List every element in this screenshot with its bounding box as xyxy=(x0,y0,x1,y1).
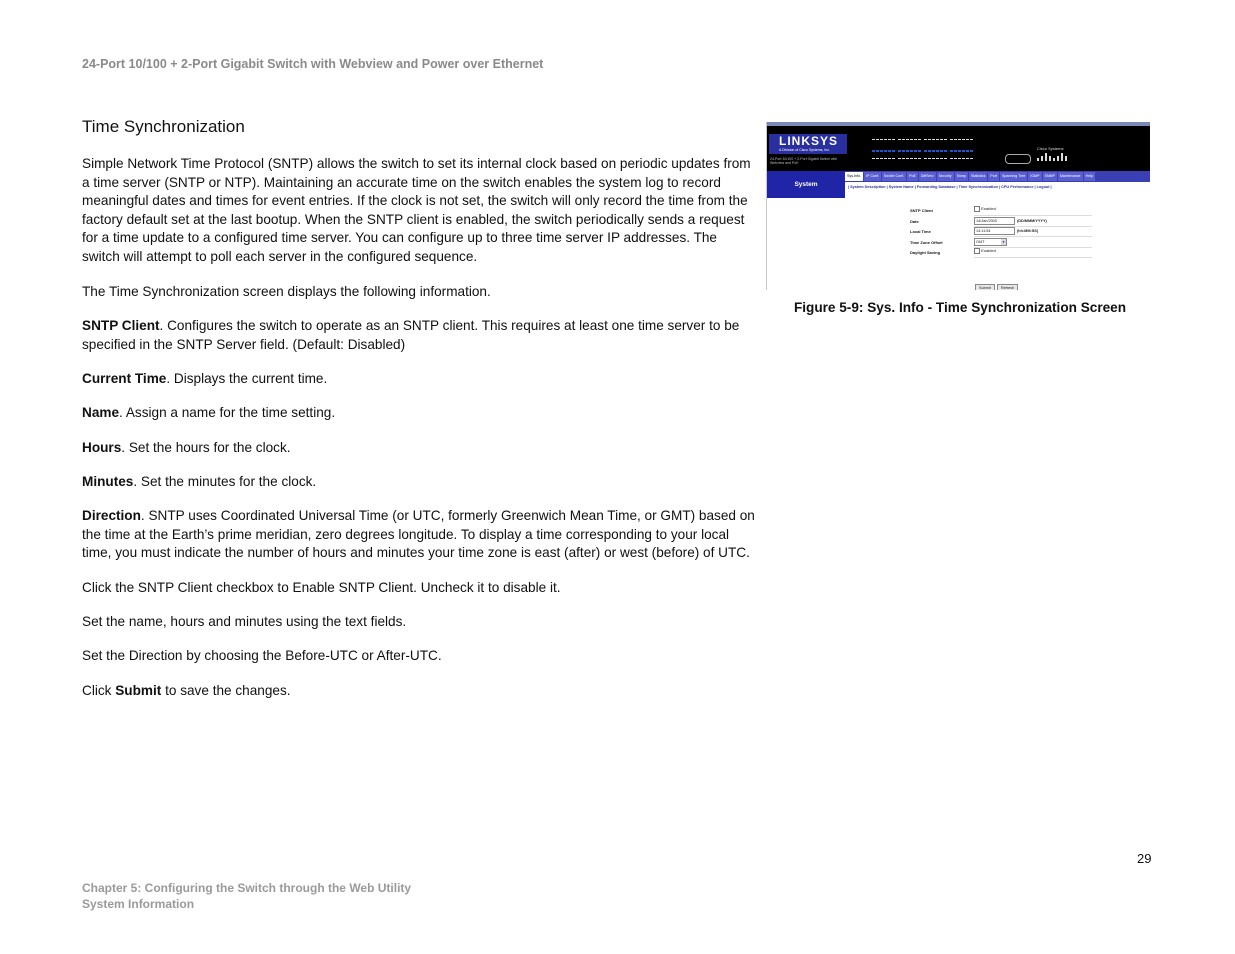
figure-tab[interactable]: Help xyxy=(1084,172,1095,181)
page-number: 29 xyxy=(1137,851,1152,866)
port-led-label xyxy=(872,158,875,159)
port-led xyxy=(892,150,895,152)
figure-banner xyxy=(767,122,1150,171)
sntp-client-term: SNTP Client xyxy=(82,318,160,333)
set-direction-paragraph: Set the Direction by choosing the Before-UTC or After-UTC. xyxy=(82,648,442,663)
intro-paragraph: Simple Network Time Protocol (SNTP) allows the switch to set its internal clock based on periodic updates from a time server (SNTP or NTP). Maintaining an accurate time on the switch enables the system log to record meaningful dates and times for event entries. If the clock is not set, the switch will only record the time from the factory default set at the last bootup. When the SNTP client is enabled, the switch periodically sends a request for a time update to a configured time server. You can configure up to three time server IP addresses. The switch will attempt to poll each server in the configured sequence. xyxy=(82,156,751,264)
figure-tab[interactable]: Maintenance xyxy=(1058,172,1083,181)
sntp-client-row xyxy=(910,206,1150,217)
local-time-row xyxy=(910,227,1150,238)
date-label: Date xyxy=(910,218,919,224)
linksys-logo: LINKSYS A Division of Cisco Systems, Inc. xyxy=(769,134,847,154)
footer-section: System Information xyxy=(82,897,195,911)
hours-paragraph xyxy=(82,439,758,458)
name-desc: . Assign a name for the time setting. xyxy=(119,405,336,420)
port-led-label xyxy=(924,139,927,140)
name-paragraph xyxy=(82,404,758,423)
current-time-term: Current Time xyxy=(82,371,167,386)
figure-tab-bar xyxy=(845,171,1150,182)
port-led xyxy=(914,150,917,152)
console-port-icon xyxy=(1005,154,1031,164)
port-led-label xyxy=(954,158,957,159)
port-led-label xyxy=(918,139,921,140)
direction-term: Direction xyxy=(82,508,141,523)
figure-tab[interactable]: PoE xyxy=(907,172,918,181)
port-led-label xyxy=(906,139,909,140)
port-led-label xyxy=(940,139,943,140)
sntp-client-checkbox[interactable] xyxy=(974,206,980,212)
click-sntp-paragraph: Click the SNTP Client checkbox to Enable SNTP Client. Uncheck it to disable it. xyxy=(82,580,561,595)
figure-tab[interactable]: IP Conf. xyxy=(864,172,881,181)
port-led-label xyxy=(910,139,913,140)
running-header: 24-Port 10/100 + 2-Port Gigabit Switch with Webview and Power over Ethernet xyxy=(82,57,544,71)
refresh-button[interactable]: Refresh xyxy=(997,284,1018,290)
port-led-label xyxy=(962,158,965,159)
figure-tab[interactable]: SNMP xyxy=(1043,172,1057,181)
local-time-label: Local Time xyxy=(910,229,931,235)
tz-offset-row xyxy=(910,238,1150,249)
port-led xyxy=(962,150,965,152)
port-led xyxy=(884,150,887,152)
port-led-label xyxy=(932,158,935,159)
port-led xyxy=(958,150,961,152)
port-led-label xyxy=(932,139,935,140)
date-format: (DD/MMM/YYYY) xyxy=(1017,218,1047,223)
minutes-paragraph xyxy=(82,473,758,492)
date-input[interactable]: 14/Jan/2000 xyxy=(974,217,1015,225)
tz-offset-label: Time Zone Offset xyxy=(910,239,943,245)
port-led xyxy=(928,150,931,152)
port-led-label xyxy=(876,139,879,140)
minutes-term: Minutes xyxy=(82,474,134,489)
cisco-logo: Cisco Systems xyxy=(1037,146,1064,151)
port-led-label xyxy=(954,139,957,140)
current-time-paragraph xyxy=(82,370,758,389)
daylight-saving-label: Daylight Saving xyxy=(910,250,941,256)
port-led xyxy=(940,150,943,152)
figure-tab[interactable]: Switch Conf. xyxy=(882,172,906,181)
port-led-label xyxy=(970,139,973,140)
figure-caption: Figure 5-9: Sys. Info - Time Synchronization Screen xyxy=(793,300,1127,315)
daylight-saving-row xyxy=(910,248,1150,259)
port-led xyxy=(944,150,947,152)
figure-tab[interactable]: Sys.Info. xyxy=(845,172,863,181)
port-led-label xyxy=(884,158,887,159)
port-led-label xyxy=(958,139,961,140)
port-led-label xyxy=(918,158,921,159)
figure-product-name: 24-Port 10/100 + 2-Port Gigabit Switch with Webview and PoE xyxy=(770,157,838,165)
port-led-label xyxy=(872,139,875,140)
figure-tab[interactable]: DiffServ xyxy=(919,172,936,181)
set-name-paragraph: Set the name, hours and minutes using the text fields. xyxy=(82,614,407,629)
figure-tab[interactable]: Security xyxy=(937,172,954,181)
port-led xyxy=(888,150,891,152)
dst-enabled-text: Enabled xyxy=(981,248,996,254)
port-led xyxy=(910,150,913,152)
figure-buttons xyxy=(975,276,1020,290)
port-led xyxy=(880,150,883,152)
port-led-label xyxy=(892,158,895,159)
sntp-client-desc: . Configures the switch to operate as an SNTP client. This requires at least one time server to be specified in the SNTP Server field. (Default: Disabled) xyxy=(82,318,740,352)
figure-subtabs[interactable]: | System Description | System Name | Forwarding Database | Time Synchronization | CPU Performance | Logout | xyxy=(845,182,1150,198)
section-title: Time Synchronization xyxy=(82,117,245,136)
port-led xyxy=(950,150,953,152)
minutes-desc: . Set the minutes for the clock. xyxy=(133,474,317,489)
port-led-label xyxy=(962,139,965,140)
port-led xyxy=(932,150,935,152)
daylight-saving-checkbox[interactable] xyxy=(974,248,980,254)
port-led-label xyxy=(888,158,891,159)
port-led-label xyxy=(906,158,909,159)
current-time-desc: . Displays the current time. xyxy=(166,371,328,386)
port-led-label xyxy=(928,158,931,159)
name-term: Name xyxy=(82,405,120,420)
port-led-label xyxy=(950,139,953,140)
submit-term: Submit xyxy=(115,683,162,698)
time-format: (hh:MM:SS) xyxy=(1017,229,1039,234)
click-suffix: to save the changes. xyxy=(161,683,291,698)
port-led-label xyxy=(958,158,961,159)
hours-desc: . Set the hours for the clock. xyxy=(121,440,291,455)
footer-chapter: Chapter 5: Configuring the Switch through the Web Utility xyxy=(82,881,412,895)
figure-screenshot xyxy=(766,122,1150,290)
port-led xyxy=(970,150,973,152)
port-led-label xyxy=(914,139,917,140)
port-led-label xyxy=(944,158,947,159)
local-time-input[interactable]: 14:11:54 xyxy=(974,227,1015,235)
port-led xyxy=(966,150,969,152)
port-led xyxy=(936,150,939,152)
sntp-client-paragraph xyxy=(82,317,758,354)
figure-tab[interactable]: Port xyxy=(988,172,999,181)
port-led-label xyxy=(944,139,947,140)
port-led-label xyxy=(892,139,895,140)
port-led-label xyxy=(950,158,953,159)
port-led xyxy=(918,150,921,152)
port-led-label xyxy=(914,158,917,159)
figure-tab[interactable]: Snmp xyxy=(955,172,968,181)
sntp-enabled-text: Enabled xyxy=(981,206,996,212)
port-led-label xyxy=(876,158,879,159)
figure-tab[interactable]: Spanning Tree xyxy=(1000,172,1027,181)
port-led-label xyxy=(880,158,883,159)
port-led-label xyxy=(880,139,883,140)
port-led xyxy=(906,150,909,152)
port-leds xyxy=(872,138,962,164)
port-led xyxy=(924,150,927,152)
chevron-down-icon: ▼ xyxy=(1002,239,1005,244)
figure-tab[interactable]: Statistics xyxy=(969,172,987,181)
port-led-label xyxy=(888,139,891,140)
date-row xyxy=(910,217,1150,228)
figure-form xyxy=(910,206,1150,259)
port-led-label xyxy=(936,158,939,159)
direction-paragraph xyxy=(82,507,758,563)
port-led-label xyxy=(902,139,905,140)
port-led-label xyxy=(928,139,931,140)
port-led-label xyxy=(966,158,969,159)
figure-tab[interactable]: IGMP xyxy=(1028,172,1041,181)
port-led xyxy=(902,150,905,152)
click-submit-paragraph xyxy=(82,682,758,701)
hours-term: Hours xyxy=(82,440,122,455)
port-led-label xyxy=(884,139,887,140)
port-led-label xyxy=(966,139,969,140)
port-led xyxy=(876,150,879,152)
port-led-label xyxy=(940,158,943,159)
tz-offset-select[interactable]: GMT ▼ xyxy=(974,238,1007,246)
port-led-label xyxy=(924,158,927,159)
port-led xyxy=(872,150,875,152)
click-prefix: Click xyxy=(82,683,116,698)
sntp-client-label: SNTP Client xyxy=(910,208,933,213)
submit-button[interactable]: Submit xyxy=(975,284,995,290)
port-led-label xyxy=(898,158,901,159)
cisco-bars-icon xyxy=(1037,153,1069,161)
port-led xyxy=(898,150,901,152)
screen-info-paragraph: The Time Synchronization screen displays the following information. xyxy=(82,284,491,299)
figure-system-label: System xyxy=(767,171,845,198)
direction-desc: . SNTP uses Coordinated Universal Time (or UTC, formerly Greenwich Mean Time, or GMT) based on the time at the Earth’s prime meridian, zero degrees longitude. To display a time corresponding to your local time, you must indicate the number of hours and minutes your time zone is east (after) or west (before) of UTC. xyxy=(82,508,755,561)
port-led-label xyxy=(898,139,901,140)
port-led-label xyxy=(970,158,973,159)
port-led xyxy=(954,150,957,152)
port-led-label xyxy=(936,139,939,140)
port-led-label xyxy=(910,158,913,159)
port-led-label xyxy=(902,158,905,159)
